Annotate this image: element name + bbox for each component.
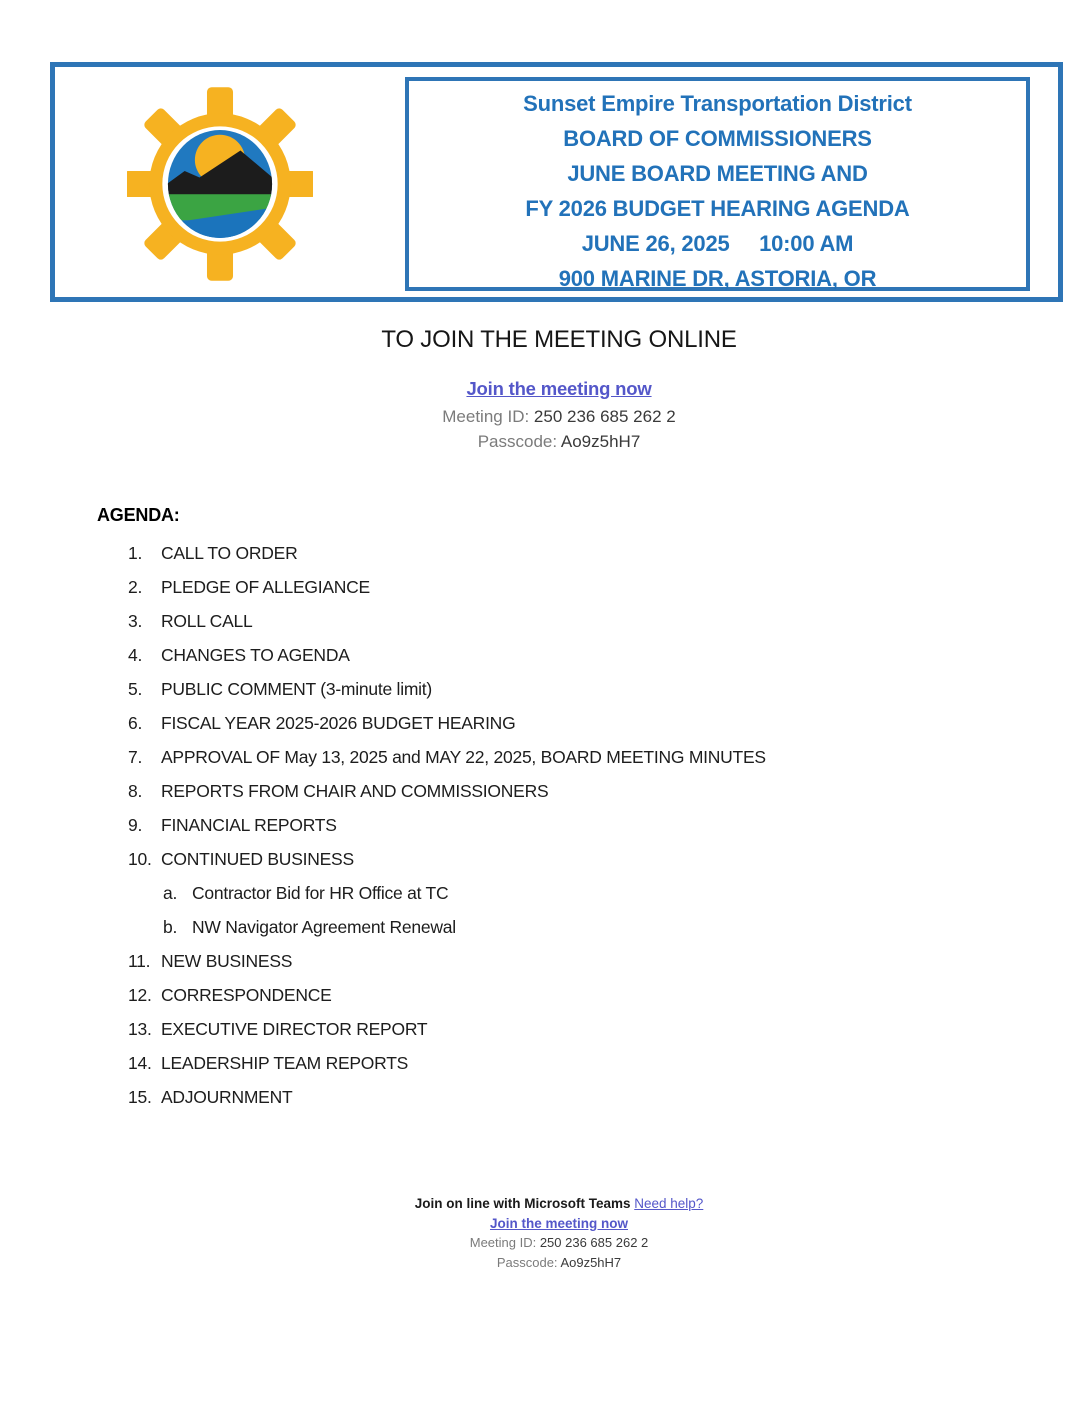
meeting-title-box [405, 77, 1030, 291]
passcode-label: Passcode: [477, 432, 561, 451]
agenda-item-11: 11. NEW BUSINESS [128, 950, 293, 971]
org-name: Sunset Empire Transportation District [523, 91, 912, 116]
budget-hearing-line: FY 2026 BUDGET HEARING AGENDA [525, 196, 910, 221]
footer-meeting-id-value: 250 236 685 262 2 [539, 1235, 649, 1250]
agenda-item-3: 3. ROLL CALL [128, 610, 253, 631]
footer-passcode-value: Ao9z5hH7 [560, 1254, 622, 1270]
agenda-item-14: 14. LEADERSHIP TEAM REPORTS [128, 1052, 409, 1073]
agenda-item-9: 9. FINANCIAL REPORTS [128, 814, 337, 835]
gear-landscape-logo-icon [127, 85, 313, 283]
agenda-item-1: 1. CALL TO ORDER [128, 542, 298, 563]
agenda-item-6: 6. FISCAL YEAR 2025-2026 BUDGET HEARING [128, 712, 516, 733]
meeting-id-label: Meeting ID: [442, 407, 534, 426]
agenda-item-10: 10. CONTINUED BUSINESS [128, 848, 354, 869]
join-meeting-link[interactable]: Join the meeting now [466, 378, 652, 399]
meeting-id-value: 250 236 685 262 2 [533, 407, 676, 426]
agenda-item-7: 7. APPROVAL OF May 13, 2025 and MAY 22, 2025, BOARD MEETING MINUTES [128, 746, 766, 767]
footer-join-section [15, 1194, 1088, 1272]
footer-passcode-label: Passcode: [496, 1254, 561, 1270]
join-online-section [15, 326, 1088, 453]
footer-meeting-id-label: Meeting ID: [469, 1235, 540, 1250]
agenda-item-10b: b. NW Navigator Agreement Renewal [163, 916, 456, 937]
agenda-item-4: 4. CHANGES TO AGENDA [128, 644, 350, 665]
footer-meeting-id-line [15, 1233, 1088, 1253]
agenda-item-2: 2. PLEDGE OF ALLEGIANCE [128, 576, 370, 597]
agenda-heading: AGENDA: [97, 505, 180, 525]
meeting-line: JUNE BOARD MEETING AND [567, 161, 868, 186]
footer-join-meeting-link[interactable]: Join the meeting now [489, 1215, 628, 1231]
agenda-item-15: 15. ADJOURNMENT [128, 1086, 293, 1107]
board-line: BOARD OF COMMISSIONERS [563, 126, 872, 151]
agenda-item-12: 12. CORRESPONDENCE [128, 984, 332, 1005]
meeting-id-line [15, 406, 1088, 428]
agenda-item-10a: a. Contractor Bid for HR Office at TC [163, 882, 449, 903]
agenda-item-8: 8. REPORTS FROM CHAIR AND COMMISSIONERS [128, 780, 549, 801]
need-help-link[interactable]: Need help? [634, 1196, 704, 1211]
district-logo [127, 85, 313, 283]
passcode-value: Ao9z5hH7 [560, 432, 641, 451]
join-online-heading: TO JOIN THE MEETING ONLINE [381, 326, 737, 353]
teams-join-line [15, 1194, 1088, 1214]
passcode-line [15, 431, 1088, 453]
header-box [50, 62, 1063, 302]
footer-passcode-line [15, 1253, 1088, 1273]
agenda-list [0, 536, 1088, 1114]
agenda-item-5: 5. PUBLIC COMMENT (3-minute limit) [128, 678, 432, 699]
address-line: 900 MARINE DR, ASTORIA, OR [558, 266, 877, 291]
teams-label: Join on line with Microsoft Teams [414, 1196, 635, 1211]
date-time-line: JUNE 26, 2025 10:00 AM [581, 231, 854, 256]
agenda-item-13: 13. EXECUTIVE DIRECTOR REPORT [128, 1018, 428, 1039]
